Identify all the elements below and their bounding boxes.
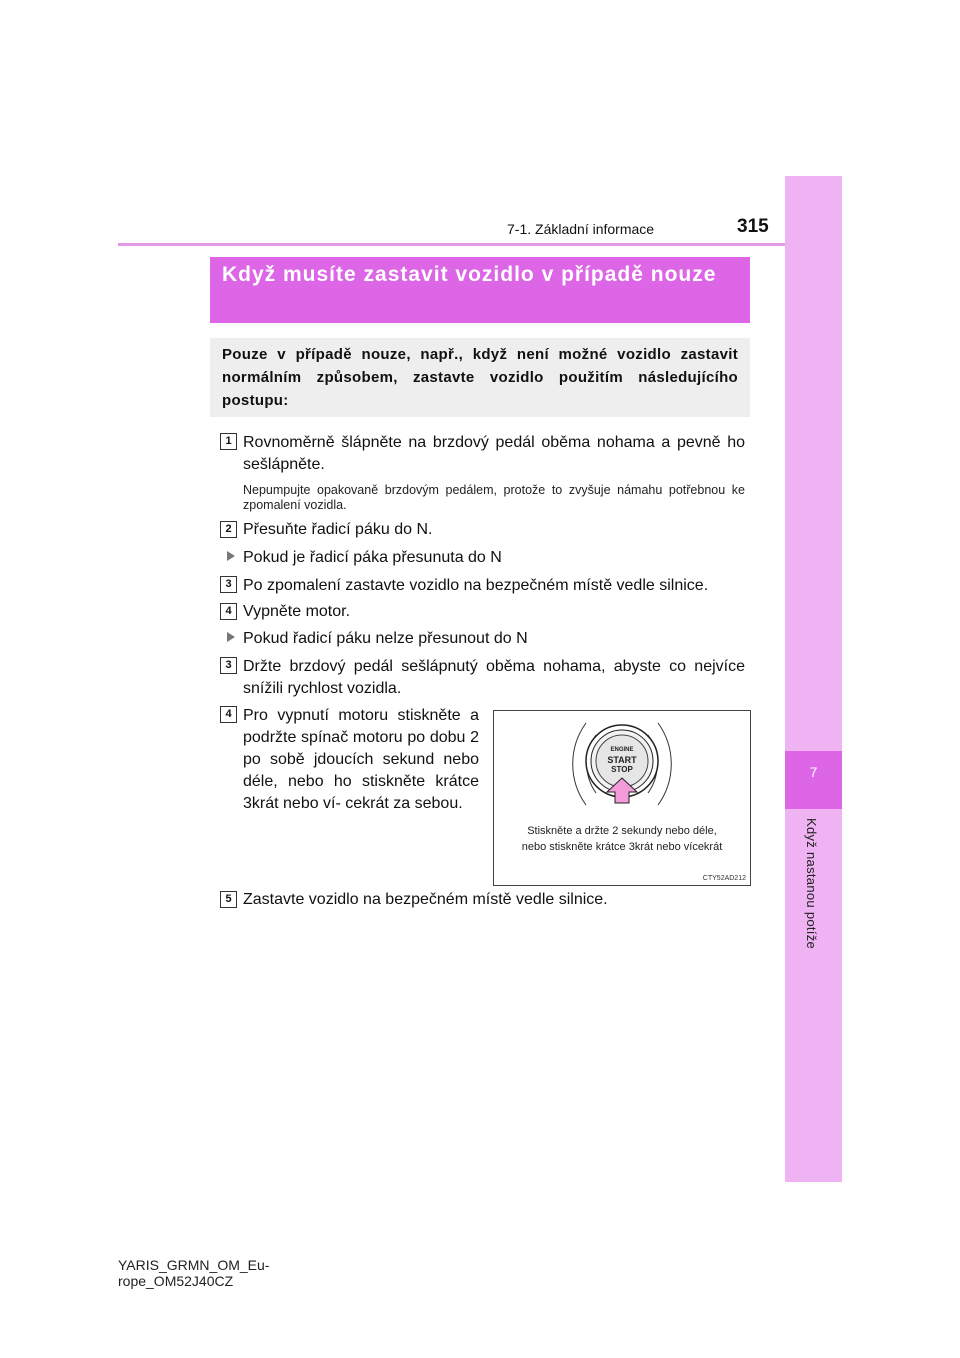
intro-box (210, 338, 750, 417)
condition-text: Pokud řadicí páku nelze přesunout do N (243, 630, 528, 647)
step-text: Pro vypnutí motoru stiskněte a podržte spínač motoru po dobu 2 po sobě jdoucích sekund nebo déle, nebo ho stiskněte krátce 3krát nebo ví- cekrát za sebou. (243, 707, 479, 812)
triangle-bullet-icon (227, 632, 235, 642)
step-text: Vypněte motor. (243, 603, 351, 620)
illustration-code: CTY52AD212 (702, 875, 746, 882)
triangle-bullet-icon (227, 551, 235, 561)
engine-start-button-icon (494, 711, 750, 823)
condition-heading (227, 628, 528, 650)
section-label: 7-1. Základní informace (507, 221, 655, 237)
step-number-badge: 4 (220, 603, 237, 620)
step-number-badge: 3 (220, 657, 237, 674)
engine-switch-illustration (493, 710, 751, 886)
sidebar-strip (785, 176, 842, 1182)
section-title-box (210, 257, 750, 323)
step-number-badge: 1 (220, 433, 237, 450)
chapter-tab (785, 751, 842, 809)
step-note: Nepumpujte opakovaně brzdovým pedálem, protože to zvyšuje námahu potřebnou ke zpomalení vozidla. (243, 483, 745, 512)
button-label: STOP (611, 765, 633, 774)
step-text: Držte brzdový pedál sešlápnutý oběma nohama, abyste co nejvíce snížili rychlost vozidla. (243, 658, 745, 697)
step-text: Přesuňte řadicí páku do N. (243, 521, 433, 538)
chapter-title: Když nastanou potíže (804, 818, 819, 950)
condition-heading (227, 547, 502, 569)
header-divider (118, 243, 785, 246)
section-title: Když musíte zastavit vozidlo v případě nouze (222, 263, 717, 286)
document-code (118, 1257, 269, 1289)
step-number-badge: 3 (220, 576, 237, 593)
step-number-badge: 4 (220, 706, 237, 723)
caption-line: nebo stiskněte krátce 3krát nebo vícekrát (521, 841, 723, 853)
button-label: START (607, 755, 637, 765)
step-number-badge: 5 (220, 891, 237, 908)
step-text: Zastavte vozidlo na bezpečném místě vedle silnice. (243, 891, 608, 908)
page-number: 315 (737, 216, 769, 237)
condition-text: Pokud je řadicí páka přesunuta do N (243, 549, 502, 566)
footer-line: YARIS_GRMN_OM_Eu- (118, 1257, 270, 1273)
intro-text: Pouze v případě nouze, např., když není možné vozidlo zastavit normálním způsobem, zastavte vozidlo použitím následujícího postupu: (222, 346, 738, 409)
step-text: Rovnoměrně šlápněte na brzdový pedál oběma nohama a pevně ho sešlápněte. (243, 434, 745, 473)
illustration-caption (494, 823, 750, 855)
step-number-badge: 2 (220, 521, 237, 538)
step-text: Po zpomalení zastavte vozidlo na bezpečném místě vedle silnice. (243, 577, 709, 594)
caption-line: Stiskněte a držte 2 sekundy nebo déle, (527, 825, 717, 837)
button-label: ENGINE (610, 747, 634, 753)
footer-line: rope_OM52J40CZ (118, 1273, 234, 1289)
chapter-number: 7 (809, 764, 818, 780)
